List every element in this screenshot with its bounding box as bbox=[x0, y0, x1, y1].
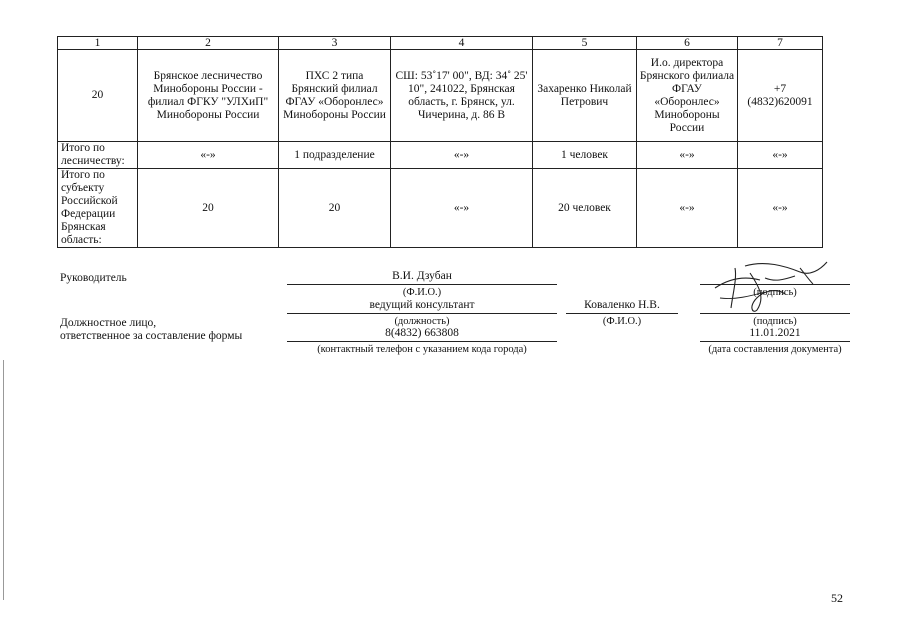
divider bbox=[287, 313, 557, 314]
total-cell: 20 bbox=[138, 169, 279, 248]
total-cell: «-» bbox=[138, 142, 279, 169]
col-number: 5 bbox=[533, 37, 637, 50]
position-caption: (должность) bbox=[394, 316, 450, 327]
col-number: 4 bbox=[391, 37, 533, 50]
total-cell: 20 bbox=[279, 169, 391, 248]
col-number: 6 bbox=[637, 37, 738, 50]
head-name: В.И. Дзубан bbox=[392, 270, 452, 282]
forces-table bbox=[57, 36, 823, 248]
page-number: 52 bbox=[831, 591, 843, 605]
total-region-label: Итого по субъекту Российской Федерации Брянская область: bbox=[58, 169, 138, 248]
date-value: 11.01.2021 bbox=[749, 327, 801, 339]
responsible-label-1: Должностное лицо, bbox=[60, 317, 157, 329]
responsible-name: Коваленко Н.В. bbox=[584, 299, 660, 311]
signature-caption-2: (подпись) bbox=[753, 316, 797, 327]
unit-address: СШ: 53˚17' 00", ВД: 34˚ 25' 10", 241022, Брянская область, г. Брянск, ул. Чичерина, д. 86 В bbox=[391, 50, 533, 142]
forestry-name: Брянское лесничество Минобороны России - филиал ФГКУ "УЛХиП" Минобороны России bbox=[138, 50, 279, 142]
head-label: Руководитель bbox=[60, 272, 127, 284]
responsible-label-2: ответственное за составление формы bbox=[60, 330, 243, 342]
fio-caption-2: (Ф.И.О.) bbox=[602, 316, 642, 327]
date-caption: (дата составления документа) bbox=[708, 344, 842, 355]
total-cell: «-» bbox=[738, 142, 823, 169]
divider bbox=[566, 313, 678, 314]
total-cell: 1 подразделение bbox=[279, 142, 391, 169]
col-number: 2 bbox=[138, 37, 279, 50]
col-number: 1 bbox=[58, 37, 138, 50]
col-number: 3 bbox=[279, 37, 391, 50]
table-row bbox=[58, 142, 823, 169]
total-cell: «-» bbox=[637, 142, 738, 169]
phone-value: 8(4832) 663808 bbox=[385, 327, 459, 339]
total-cell: «-» bbox=[637, 169, 738, 248]
total-cell: «-» bbox=[391, 142, 533, 169]
fio-caption: (Ф.И.О.) bbox=[402, 287, 442, 298]
divider bbox=[287, 341, 557, 342]
total-cell: 20 человек bbox=[533, 169, 637, 248]
row-index: 20 bbox=[58, 50, 138, 142]
phone-number: +7 (4832)620091 bbox=[738, 50, 823, 142]
position-value: ведущий консультант bbox=[369, 299, 475, 311]
scan-edge bbox=[3, 360, 4, 600]
table-row bbox=[58, 50, 823, 142]
head-name: Захаренко Николай Петрович bbox=[533, 50, 637, 142]
total-cell: 1 человек bbox=[533, 142, 637, 169]
total-cell: «-» bbox=[391, 169, 533, 248]
col-number: 7 bbox=[738, 37, 823, 50]
phone-caption: (контактный телефон с указанием кода города) bbox=[317, 344, 527, 355]
head-position: И.о. директора Брянского филиала ФГАУ «Оборонлес» Минобороны России bbox=[637, 50, 738, 142]
signature-image bbox=[705, 258, 835, 318]
signature-caption: (подпись) bbox=[753, 287, 797, 298]
total-forestry-label: Итого по лесничеству: bbox=[58, 142, 138, 169]
table-row bbox=[58, 169, 823, 248]
divider bbox=[287, 284, 557, 285]
unit-name: ПХС 2 типа Брянский филиал ФГАУ «Оборонлес» Минобороны России bbox=[279, 50, 391, 142]
header-row bbox=[58, 37, 823, 50]
divider bbox=[700, 341, 850, 342]
total-cell: «-» bbox=[738, 169, 823, 248]
